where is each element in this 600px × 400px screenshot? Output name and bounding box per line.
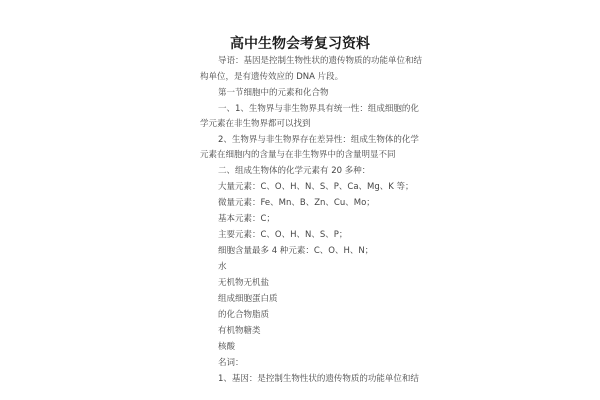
paragraph-line: 组成细胞蛋白质 xyxy=(218,294,278,304)
paragraph-line: 细胞含量最多 4 种元素：C、O、H、N； xyxy=(218,246,374,256)
paragraph-line: 名词： xyxy=(218,358,244,368)
paragraph-line: 基本元素：C； xyxy=(218,214,275,224)
paragraph-line: 大量元素：C、O、H、N、S、P、Ca、Mg、K 等； xyxy=(218,182,414,192)
paragraph-line: 元素在细胞内的含量与在非生物界中的含量明显不同 xyxy=(200,150,396,160)
page-title: 高中生物会考复习资料 xyxy=(230,36,370,52)
paragraph-line: 学元素在非生物界都可以找到 xyxy=(200,119,311,129)
paragraph-line: 1、基因：是控制生物性状的遗传物质的功能单位和结 xyxy=(218,374,419,384)
paragraph-line: 有机物糖类 xyxy=(218,326,261,336)
paragraph-line: 二、组成生物体的化学元素有 20 多种： xyxy=(218,166,371,176)
paragraph-line: 主要元素：C、O、H、N、S、P； xyxy=(218,230,348,240)
paragraph-line: 的化合物脂质 xyxy=(218,310,270,320)
paragraph-line: 核酸 xyxy=(218,342,236,352)
paragraph-line: 2、生物界与非生物界存在差异性：组成生物体的化学 xyxy=(218,135,419,145)
section-heading: 第一节细胞中的元素和化合物 xyxy=(218,88,329,98)
paragraph-line: 水 xyxy=(218,262,227,272)
paragraph-line: 一、1、生物界与非生物界具有统一性：组成细胞的化 xyxy=(218,104,419,114)
paragraph-line: 无机物无机盐 xyxy=(218,278,270,288)
paragraph-line: 微量元素：Fe、Mn、B、Zn、Cu、Mo； xyxy=(218,198,375,208)
intro-line-1: 导语：基因是控制生物性状的遗传物质的功能单位和结 xyxy=(218,56,423,66)
intro-line-2: 构单位，是有遗传效应的 DNA 片段。 xyxy=(200,72,344,82)
